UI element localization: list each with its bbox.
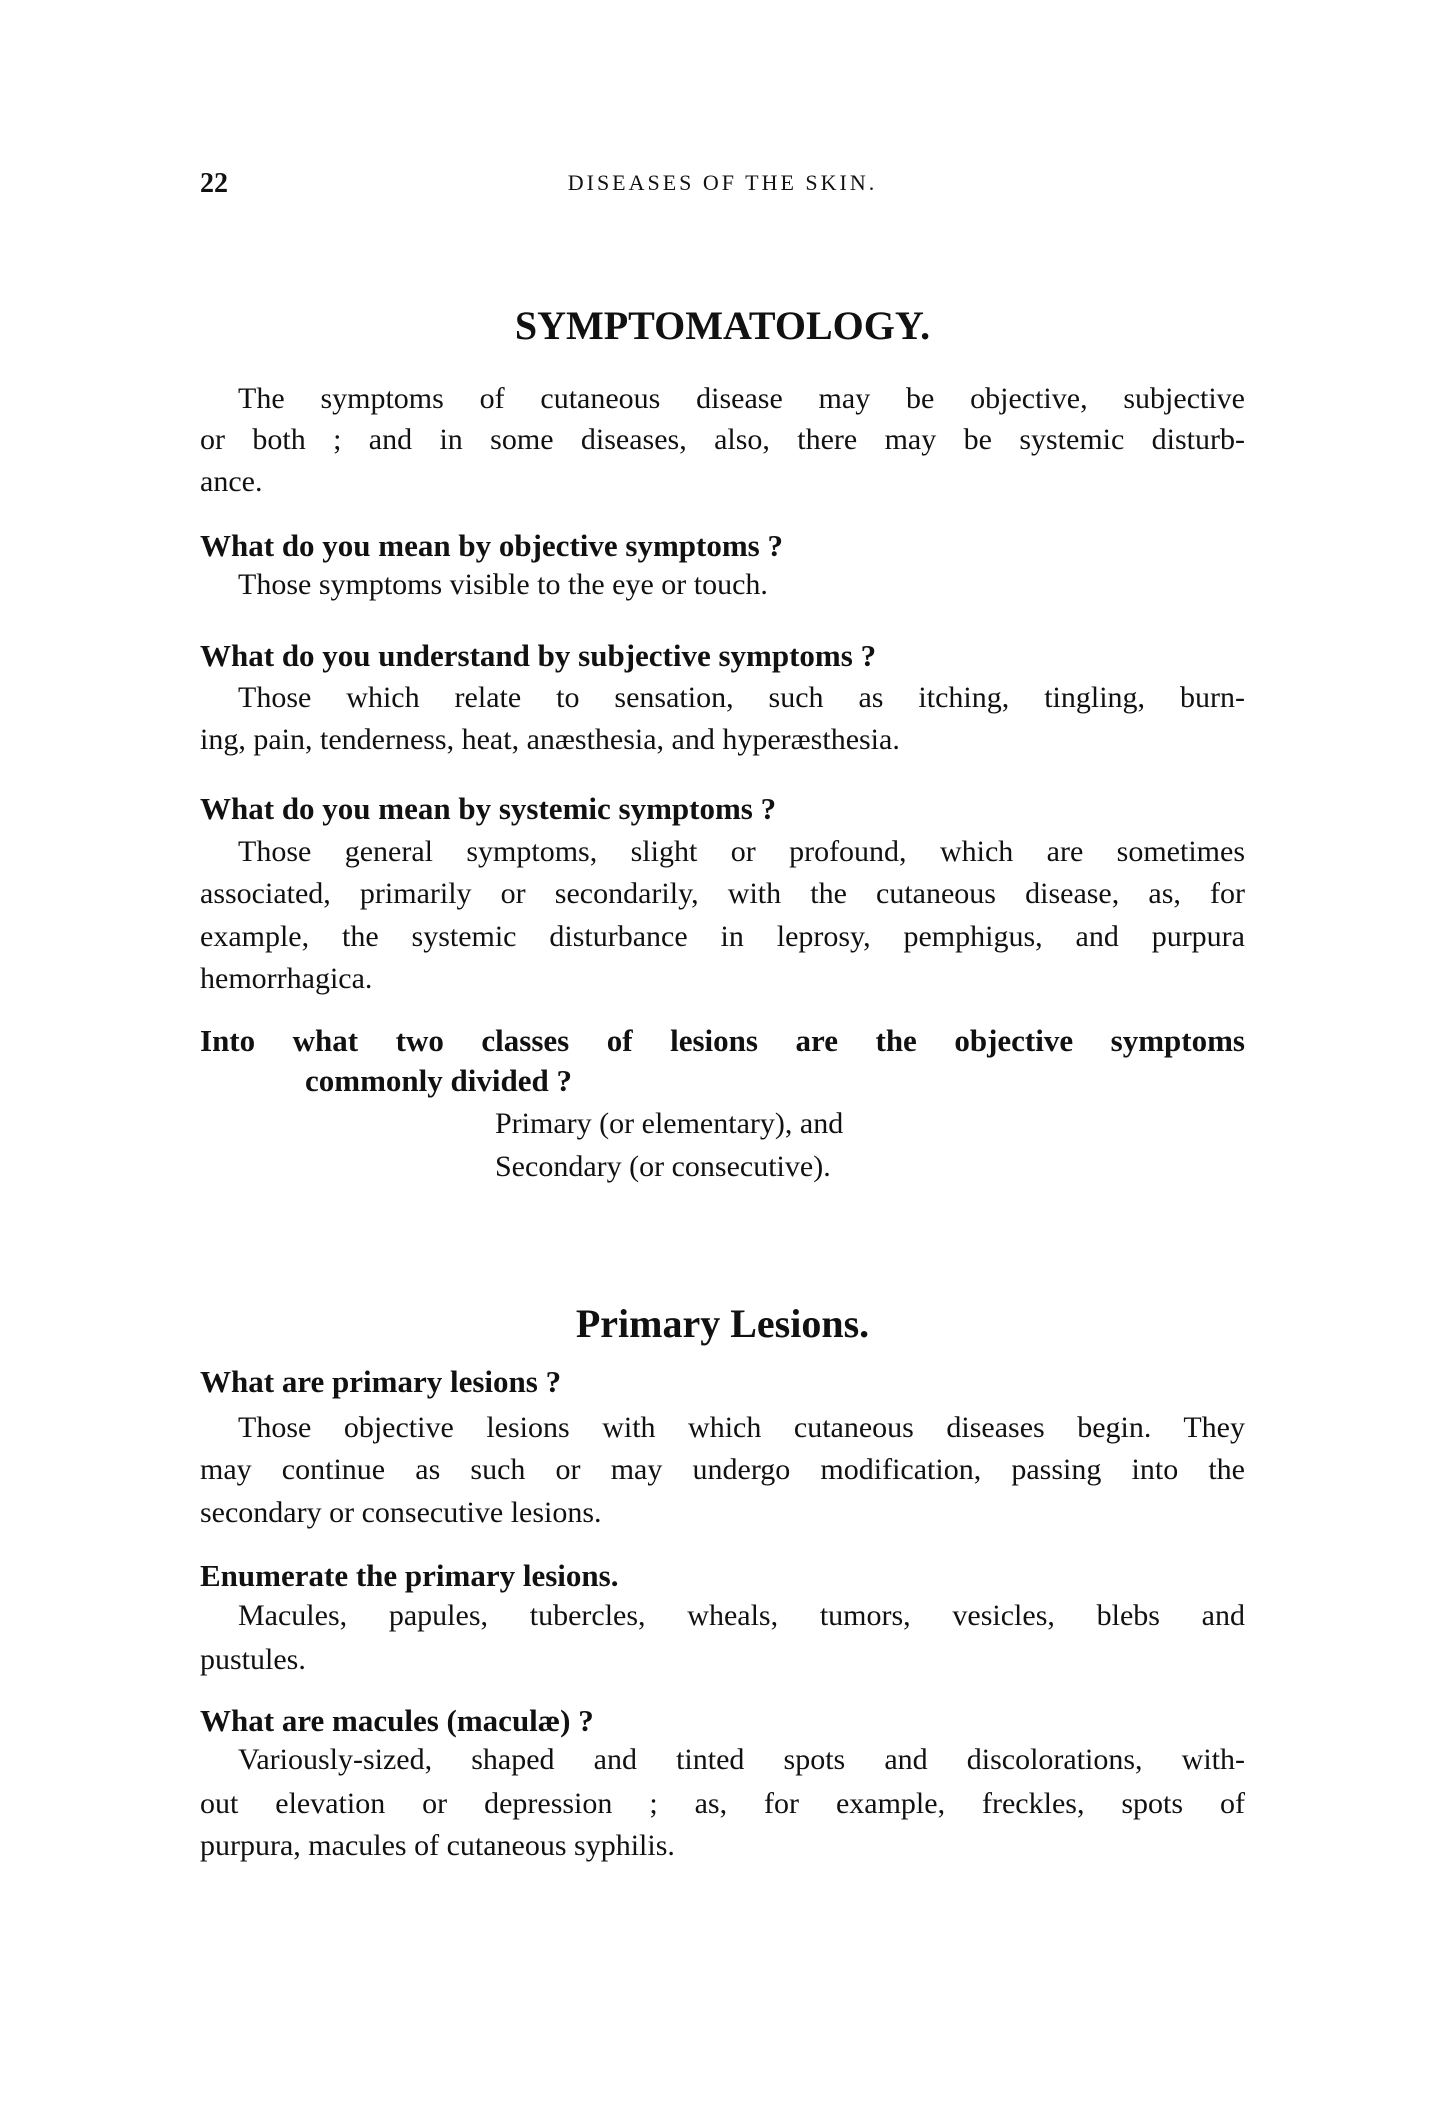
page-number: 22 xyxy=(200,168,228,199)
answer-line: Primary (or elementary), and xyxy=(495,1107,844,1140)
intro-line: ance. xyxy=(200,465,263,498)
question: What do you understand by subjective symptoms ? xyxy=(200,638,877,673)
question: What are macules (maculæ) ? xyxy=(200,1703,594,1738)
question: commonly divided ? xyxy=(305,1063,572,1098)
question: What do you mean by objective symptoms ? xyxy=(200,528,783,563)
answer-line: Variously-sized, shaped and tinted spots and discolorations, with- xyxy=(238,1743,1245,1776)
answer-line: hemorrhagica. xyxy=(200,962,373,995)
answer-line: Macules, papules, tubercles, wheals, tumors, vesicles, blebs and xyxy=(238,1599,1245,1632)
question: Into what two classes of lesions are the objective symptoms xyxy=(200,1023,1245,1058)
section-title-symptomatology: SYMPTOMATOLOGY. xyxy=(514,303,931,348)
answer-line: Those objective lesions with which cutaneous diseases begin. They xyxy=(238,1411,1245,1444)
intro-line: or both ; and in some diseases, also, there may be systemic disturb- xyxy=(200,423,1245,456)
answer-line: ing, pain, tenderness, heat, anæsthesia, and hyperæsthesia. xyxy=(200,723,900,756)
running-head: DISEASES OF THE SKIN. xyxy=(567,170,878,195)
answer-line: Secondary (or consecutive). xyxy=(495,1150,831,1183)
answer-line: Those symptoms visible to the eye or touch. xyxy=(238,568,768,601)
intro-line: The symptoms of cutaneous disease may be objective, subjective xyxy=(238,382,1245,415)
answer-line: example, the systemic disturbance in leprosy, pemphigus, and purpura xyxy=(200,920,1245,953)
question: What do you mean by systemic symptoms ? xyxy=(200,791,777,826)
answer-line: may continue as such or may undergo modification, passing into the xyxy=(200,1453,1245,1486)
answer-line: Those which relate to sensation, such as itching, tingling, burn- xyxy=(238,681,1245,714)
answer-line: purpura, macules of cutaneous syphilis. xyxy=(200,1829,675,1862)
question: What are primary lesions ? xyxy=(200,1364,562,1399)
answer-line: secondary or consecutive lesions. xyxy=(200,1496,602,1529)
answer-line: out elevation or depression ; as, for example, freckles, spots of xyxy=(200,1787,1245,1820)
answer-line: Those general symptoms, slight or profound, which are sometimes xyxy=(238,835,1245,868)
section-title-primary-lesions: Primary Lesions. xyxy=(575,1301,870,1346)
answer-line: pustules. xyxy=(200,1643,306,1676)
question: Enumerate the primary lesions. xyxy=(200,1558,619,1593)
answer-line: associated, primarily or secondarily, with the cutaneous disease, as, for xyxy=(200,877,1245,910)
